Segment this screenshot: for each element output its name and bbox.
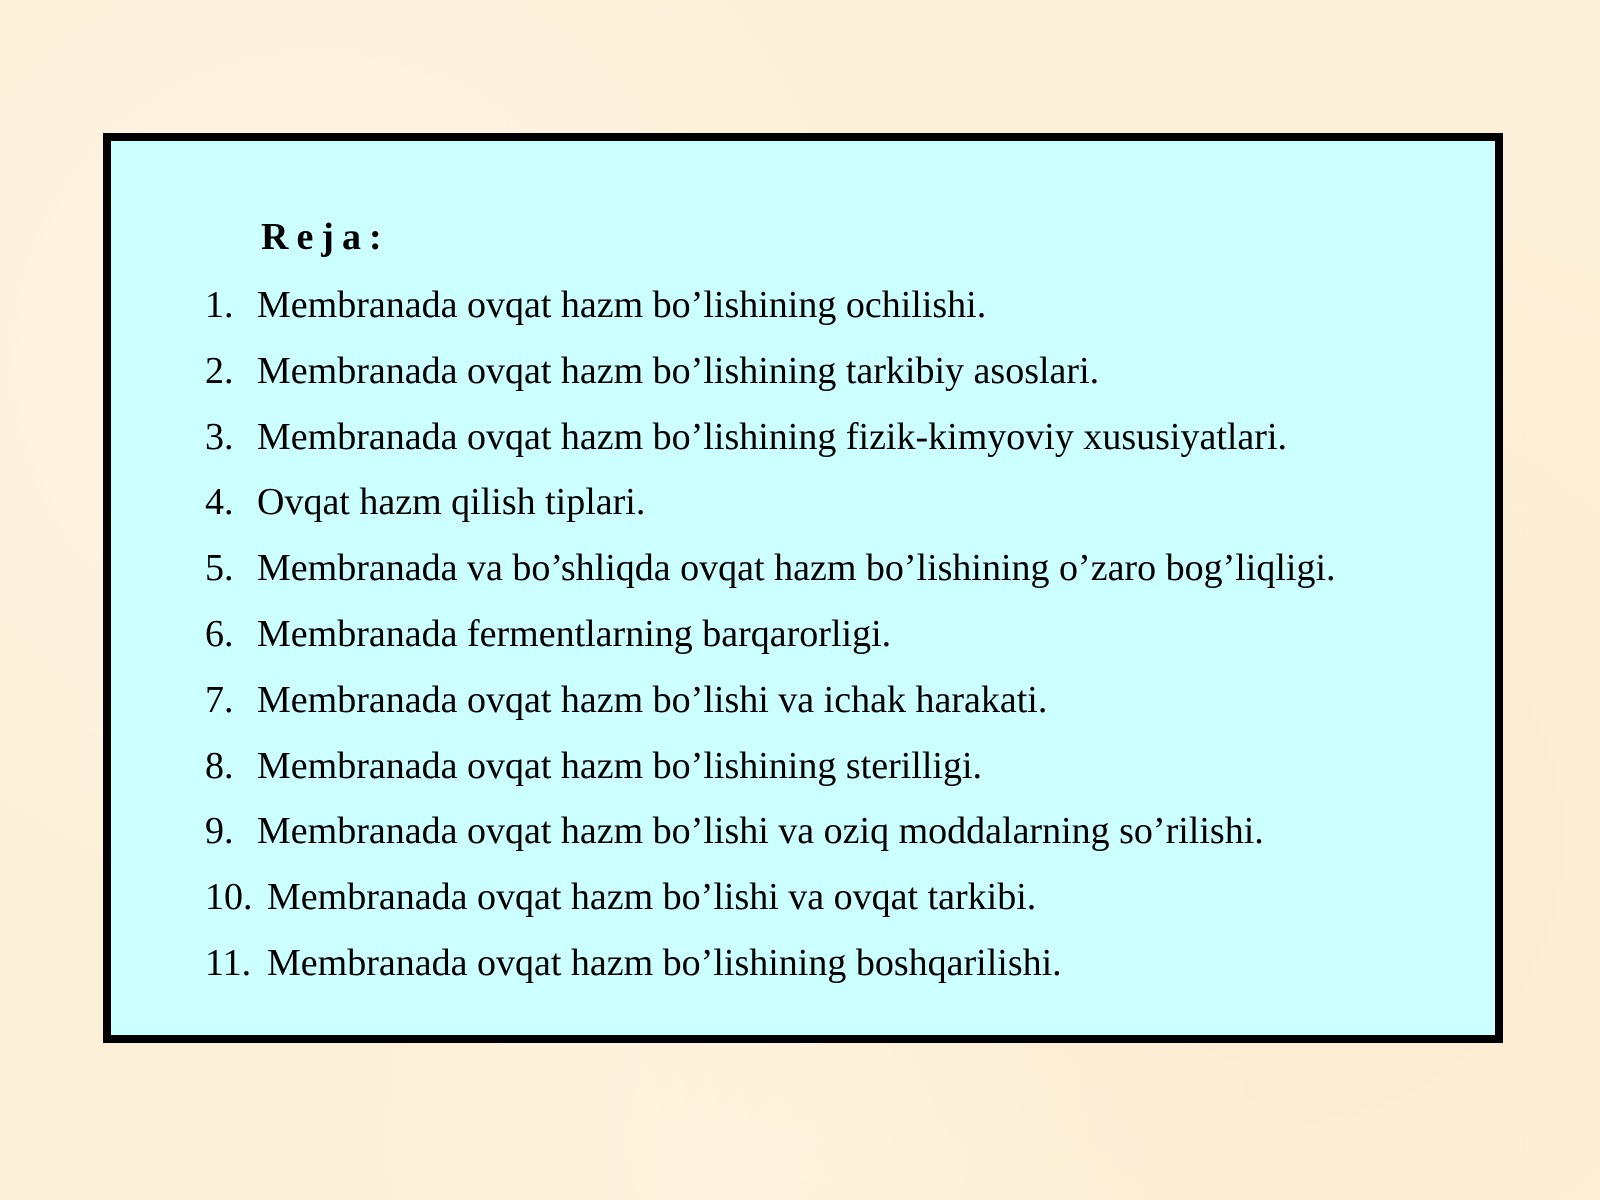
list-item	[205, 474, 1336, 540]
item-text: Membranada va bo’shliqda ovqat hazm bo’lishining o’zaro bog’liqligi.	[257, 547, 1336, 590]
item-text: Membranada ovqat hazm bo’lishining ochilishi.	[257, 284, 987, 326]
item-text: Membranada ovqat hazm bo’lishining tarkibiy asoslari.	[257, 349, 1100, 392]
list-item	[205, 803, 1336, 869]
item-text: Membranada ovqat hazm bo’lishi va ichak harakati.	[257, 678, 1048, 721]
item-number: 8.	[205, 744, 234, 787]
list-item	[205, 540, 1336, 606]
item-number: 6.	[205, 612, 234, 655]
item-number: 7.	[205, 678, 234, 721]
plan-box	[103, 133, 1503, 1043]
list-item	[205, 869, 1336, 935]
item-number: 3.	[205, 415, 234, 458]
list-item	[205, 409, 1336, 475]
item-text: Membranada ovqat hazm bo’lishining boshqarilishi.	[267, 941, 1062, 984]
item-number: 4.	[205, 481, 234, 524]
list-item	[205, 343, 1336, 409]
plan-title: Reja:	[261, 216, 390, 258]
list-item	[205, 672, 1336, 738]
item-number: 11.	[205, 941, 252, 984]
item-number: 9.	[205, 810, 234, 853]
item-text: Membranada ovqat hazm bo’lishining fizik-kimyoviy xususiyatlari.	[257, 415, 1288, 458]
item-text: Membranada ovqat hazm bo’lishining sterilligi.	[257, 744, 983, 787]
list-item	[205, 738, 1336, 804]
item-number: 10.	[205, 876, 253, 919]
item-text: Membranada ovqat hazm bo’lishi va ovqat tarkibi.	[267, 876, 1037, 919]
item-text: Membranada ovqat hazm bo’lishi va oziq moddalarning so’rilishi.	[257, 810, 1264, 853]
list-item	[205, 606, 1336, 672]
list-item	[205, 277, 1336, 343]
item-number: 2.	[205, 349, 234, 392]
item-number: 1.	[205, 284, 234, 326]
plan-list	[205, 277, 1336, 1001]
list-item	[205, 935, 1336, 1001]
item-text: Ovqat hazm qilish tiplari.	[257, 481, 646, 524]
item-text: Membranada fermentlarning barqarorligi.	[257, 612, 892, 655]
item-number: 5.	[205, 547, 234, 590]
